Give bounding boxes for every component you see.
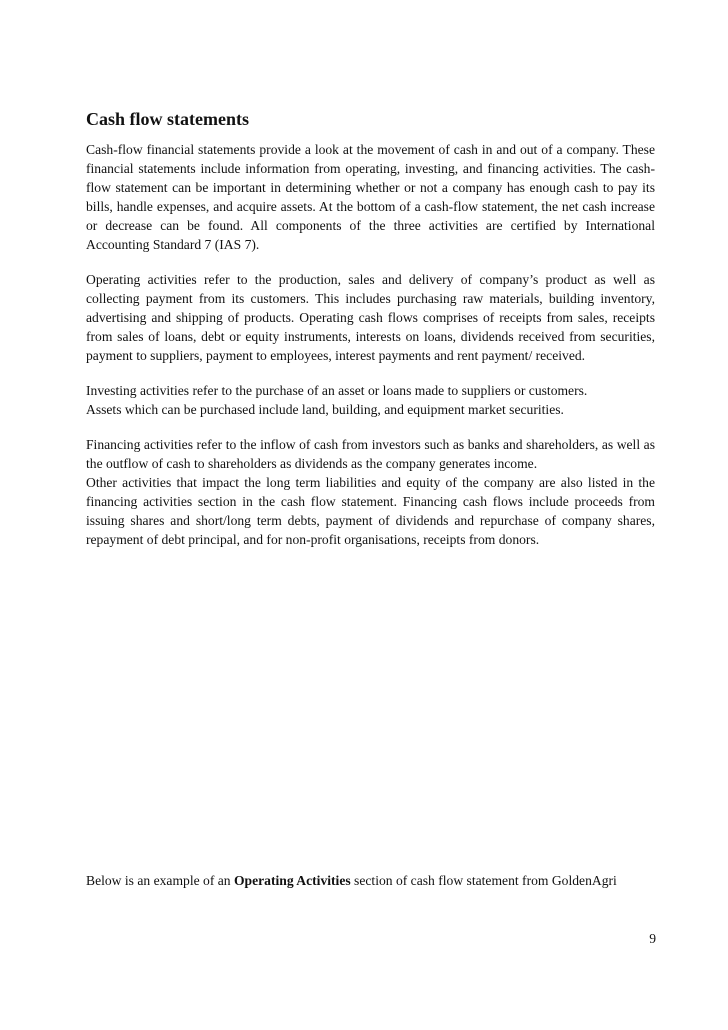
example-caption-prefix: Below is an example of an <box>86 873 234 888</box>
paragraph-financing-other: Other activities that impact the long term liabilities and equity of the company are also listed in the financing activities section in the cash flow statement. Financing cash flows include proceeds from issuing shares and short/long term debts, payment of dividends and repurchase of company shares, repayment of debt principal, and for non-profit organisations, receipts from donors. <box>86 475 655 547</box>
paragraph-spacer <box>86 365 655 381</box>
paragraph-investing-activities: Investing activities refer to the purchase of an asset or loans made to suppliers or customers. <box>86 383 588 398</box>
paragraph-financing-activities: Financing activities refer to the inflow of cash from investors such as banks and shareholders, as well as the outflow of cash to shareholders as dividends as the company generates income. <box>86 437 655 471</box>
example-caption <box>86 871 666 890</box>
page-title: Cash flow statements <box>86 109 249 129</box>
page-number: 9 <box>649 931 656 946</box>
paragraph-cash-flow-intro: Cash-flow financial statements provide a look at the movement of cash in and out of a company. These financial statements include information from operating, investing, and financing activities. The cash-flow statement can be important in determining whether or not a company has enough cash to pay its bills, handle expenses, and acquire assets. At the bottom of a cash-flow statement, the net cash increase or decrease can be found. All components of the three activities are certified by International Accounting Standard 7 (IAS 7). <box>86 142 655 252</box>
paragraph-operating-activities: Operating activities refer to the production, sales and delivery of company’s product as well as collecting payment from its customers. This includes purchasing raw materials, building inventory, advertising and shipping of products. Operating cash flows comprises of receipts from sales, receipts from sales of loans, debt or equity instruments, interests on loans, dividends received from securities, payment to suppliers, payment to employees, interest payments and rent payment/ received. <box>86 272 655 363</box>
example-caption-suffix: section of cash flow statement from GoldenAgri <box>350 873 617 888</box>
example-caption-emphasis: Operating Activities <box>233 873 351 888</box>
paragraph-spacer <box>86 254 655 270</box>
paragraph-spacer <box>86 419 655 435</box>
paragraph-investing-assets: Assets which can be purchased include land, building, and equipment market securities. <box>86 402 564 417</box>
document-body <box>86 108 655 549</box>
